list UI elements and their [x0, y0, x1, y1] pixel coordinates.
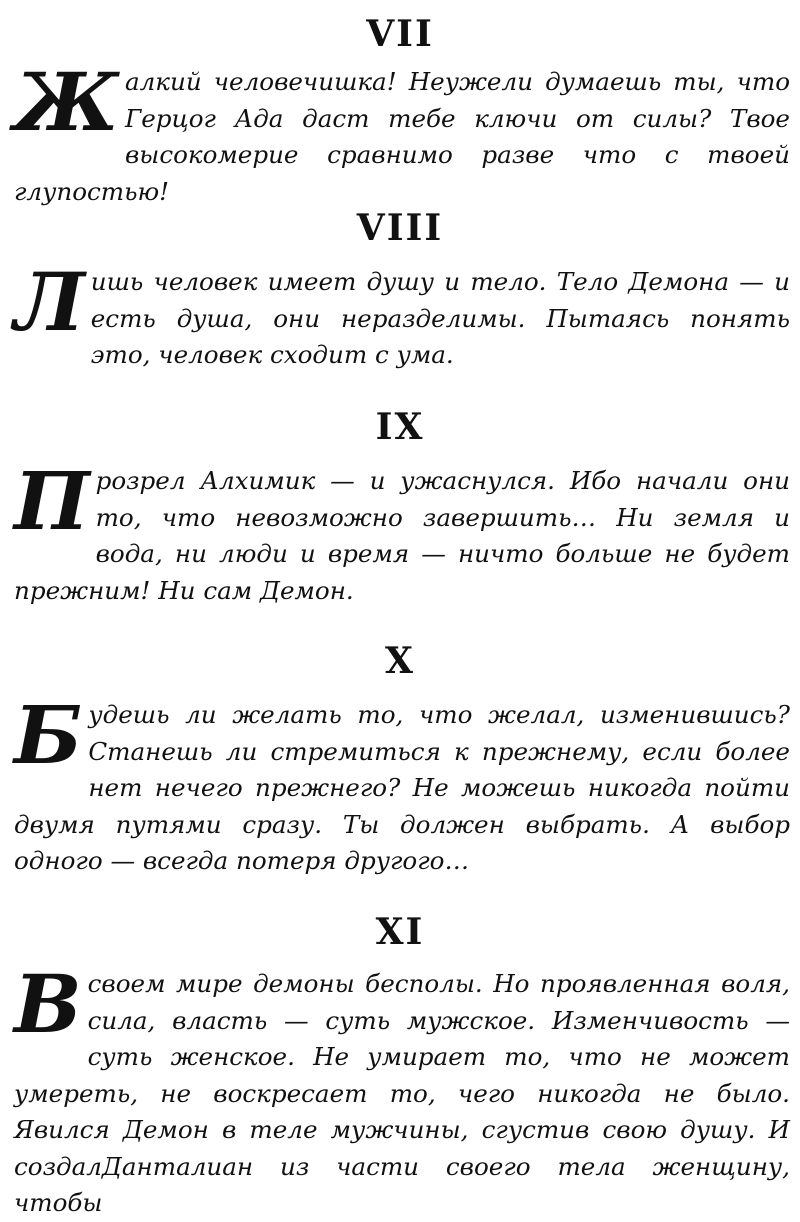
chapter-heading-xi: XI [375, 911, 425, 953]
section-viii-text: ишь человек имеет душу и тело. Тело Демона — и есть душа, они неразделимы. Пытаясь понять это, человек сходит с ума. [90, 267, 790, 369]
dropcap-ix: П [14, 454, 90, 548]
chapter-heading-ix: IX [375, 406, 425, 448]
section-ix-text: розрел Алхимик — и ужаснулся. Ибо начали они то, что невозможно завершить… Ни земля и вода, ни люди и время — ничто больше не будет прежним! Ни сам Демон. [14, 466, 790, 605]
chapter-heading-vii: VII [366, 13, 434, 55]
section-x-text: удешь ли желать то, что желал, изменившись? Станешь ли стремиться к прежнему, если более нет нечего прежнего? Не можешь никогда пойти двумя путями сразу. Ты должен выбрать. А выбор одного — всегда потеря другого… [14, 700, 790, 875]
dropcap-xi: В [14, 957, 82, 1051]
section-viii [14, 255, 790, 374]
dropcap-x: Б [14, 688, 83, 782]
section-vii-text: алкий человечишка! Неужели думаешь ты, что Герцог Ада даст тебе ключи от силы? Твое высокомерие сравнимо разве что с твоей глупостью! [14, 67, 790, 206]
dropcap-vii: Ж [14, 55, 119, 149]
section-xi-text: своем мире демоны бесполы. Но проявленная воля, сила, власть — суть мужское. Изменчивость — суть женское. Не умирает то, что не может умереть, не воскресает то, чего никогда не было. Явился Демон в теле мужчины, сгустив свою душу. И создалДанталиан из части своего тела женщину, чтобы [14, 969, 790, 1217]
section-x [14, 688, 790, 880]
chapter-heading-viii: VIII [356, 207, 444, 249]
chapter-heading-x: X [385, 640, 415, 682]
section-xi [14, 957, 790, 1222]
section-ix [14, 454, 790, 609]
dropcap-viii: Л [14, 255, 85, 349]
section-vii [14, 55, 790, 210]
